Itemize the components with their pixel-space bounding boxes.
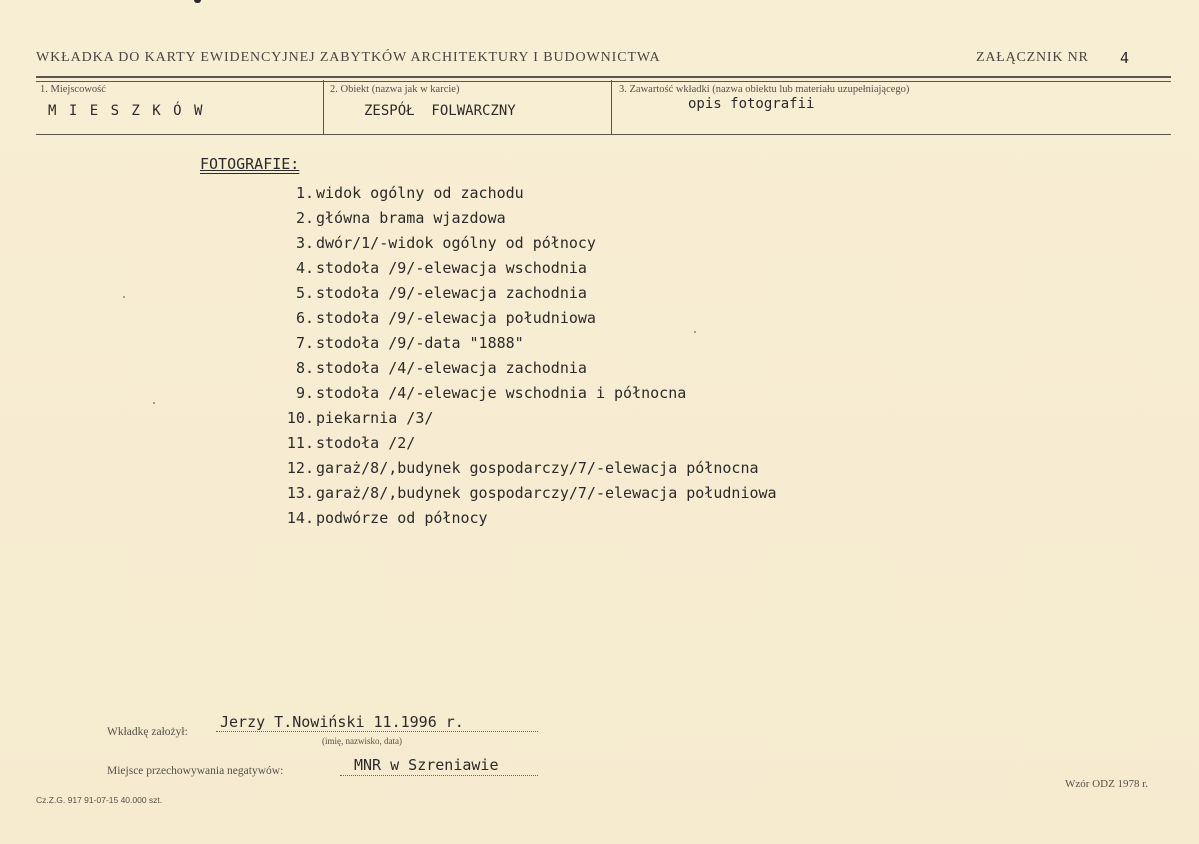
photo-number: 10.: [286, 409, 314, 427]
ink-mark: [194, 0, 201, 3]
list-item: [0, 206, 1199, 231]
field-divider: [323, 80, 324, 134]
photo-description: garaż/8/,budynek gospodarczy/7/-elewacja północna: [316, 459, 759, 477]
photo-number: 7.: [295, 334, 314, 352]
list-item: [0, 381, 1199, 406]
form-model: Wzór ODZ 1978 r.: [1065, 778, 1149, 790]
list-item: [0, 481, 1199, 506]
list-item: [0, 406, 1199, 431]
photo-description: stodoła /9/-data "1888": [316, 334, 524, 352]
content-value: opis fotografii: [688, 96, 815, 112]
paper-speck: [123, 296, 125, 298]
storage-value: MNR w Szreniawie: [354, 756, 499, 774]
list-item: [0, 256, 1199, 281]
locality-label: 1. Miejscowość: [40, 84, 106, 95]
photo-number: 9.: [295, 384, 314, 402]
photo-description: stodoła /9/-elewacja zachodnia: [316, 284, 587, 302]
annex-label: ZAŁĄCZNIK NR: [976, 50, 1089, 65]
storage-dotted-line: [340, 775, 538, 776]
list-item: [0, 231, 1199, 256]
object-label: 2. Obiekt (nazwa jak w karcie): [330, 84, 460, 95]
creator-label: Wkładkę założył:: [107, 726, 188, 738]
photo-number: 8.: [295, 359, 314, 377]
photo-description: stodoła /4/-elewacje wschodnia i północna: [316, 384, 687, 402]
content-label: 3. Zawartość wkładki (nazwa obiektu lub materiału uzupełniającego): [619, 84, 910, 95]
list-item: [0, 281, 1199, 306]
field-divider: [611, 80, 612, 134]
list-item: [0, 431, 1199, 456]
storage-label: Miejsce przechowywania negatywów:: [107, 765, 284, 777]
list-item: [0, 456, 1199, 481]
header-divider: [36, 76, 1171, 82]
list-item: [0, 306, 1199, 331]
list-item: [0, 181, 1199, 206]
photo-number: 14.: [286, 509, 314, 527]
list-item: [0, 506, 1199, 531]
section-heading: FOTOGRAFIE:: [200, 155, 300, 173]
photo-number: 13.: [286, 484, 314, 502]
photo-number: 2.: [295, 209, 314, 227]
creator-value: Jerzy T.Nowiński 11.1996 r.: [220, 713, 464, 731]
paper-speck: [153, 402, 155, 404]
creator-hint: (imię, nazwisko, data): [322, 736, 402, 746]
list-item: [0, 331, 1199, 356]
photo-description: stodoła /2/: [316, 434, 416, 452]
photo-number: 12.: [286, 459, 314, 477]
photo-number: 3.: [295, 234, 314, 252]
paper-speck: [694, 331, 696, 333]
photo-description: widok ogólny od zachodu: [316, 184, 524, 202]
photo-description: dwór/1/-widok ogólny od północy: [316, 234, 596, 252]
photo-description: stodoła /4/-elewacja zachodnia: [316, 359, 587, 377]
photo-description: stodoła /9/-elewacja południowa: [316, 309, 596, 327]
photo-description: stodoła /9/-elewacja wschodnia: [316, 259, 587, 277]
photo-number: 11.: [286, 434, 314, 452]
form-title: WKŁADKA DO KARTY EWIDENCYJNEJ ZABYTKÓW ARCHITEKTURY I BUDOWNICTWA: [36, 50, 661, 65]
fields-divider: [36, 134, 1171, 135]
list-item: [0, 356, 1199, 381]
object-value: ZESPÓŁ FOLWARCZNY: [364, 103, 516, 119]
print-code: Cz.Z.G. 917 91-07-15 40.000 szt.: [36, 795, 163, 805]
photo-number: 6.: [295, 309, 314, 327]
photo-description: podwórze od północy: [316, 509, 488, 527]
photo-number: 5.: [295, 284, 314, 302]
locality-value: M I E S Z K Ó W: [48, 103, 205, 119]
photo-description: piekarnia /3/: [316, 409, 434, 427]
photo-description: garaż/8/,budynek gospodarczy/7/-elewacja południowa: [316, 484, 777, 502]
photo-number: 1.: [295, 184, 314, 202]
annex-number: 4: [1120, 49, 1130, 67]
photo-number: 4.: [295, 259, 314, 277]
photo-description: główna brama wjazdowa: [316, 209, 506, 227]
creator-dotted-line: [216, 731, 538, 732]
